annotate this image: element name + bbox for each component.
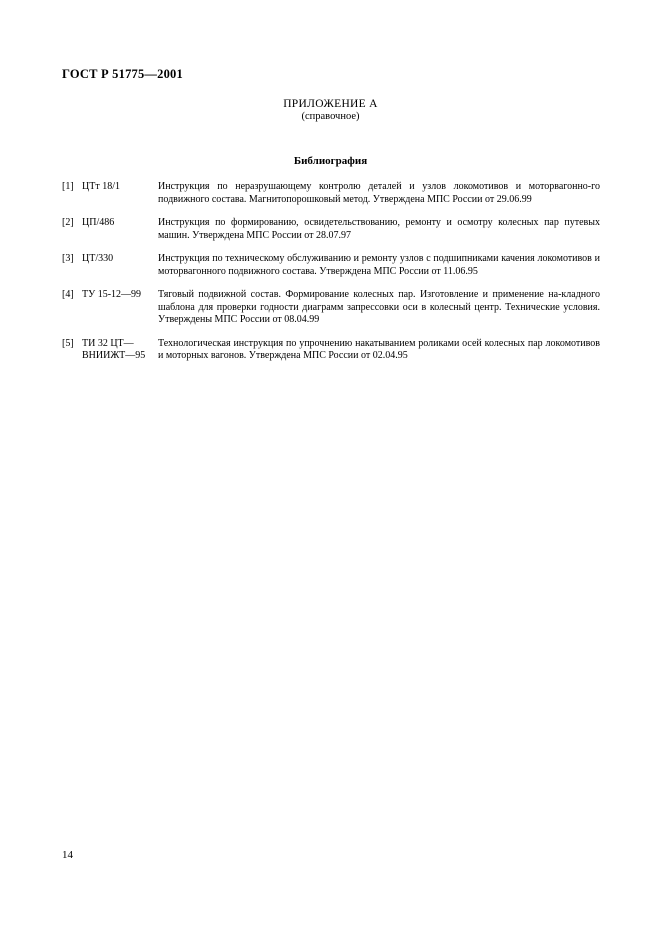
bibliography-entry (62, 217, 600, 242)
document-code: ГОСТ Р 51775—2001 (62, 67, 183, 81)
bibliography-entry (62, 181, 600, 206)
entry-number: [3] (62, 253, 74, 264)
entry-text: Инструкция по неразрушающему контролю деталей и узлов локомотивов и моторвагонно-го подвижного состава. Магнитопорошковый метод. Утверждена МПС России от 29.06.99 (158, 181, 600, 205)
bibliography-entry (62, 253, 600, 278)
page-number: 14 (62, 849, 73, 861)
entry-code: ЦТ/330 (82, 253, 114, 264)
appendix-subtitle: (справочное) (301, 111, 360, 122)
bibliography-entry (62, 338, 600, 363)
entry-text: Инструкция по техническому обслуживанию и ремонту узлов с подшипниками качения локомотивов и моторвагонного подвижного состава. Утверждена МПС России от 11.06.95 (158, 253, 600, 277)
entry-code: ЦТт 18/1 (82, 181, 120, 192)
appendix-title: ПРИЛОЖЕНИЕ А (283, 98, 378, 110)
bibliography-entry (62, 289, 600, 327)
entry-code: ТУ 15-12—99 (82, 289, 142, 300)
section-title: Библиография (293, 155, 368, 167)
entry-number: [1] (62, 181, 74, 192)
bibliography-list (62, 181, 600, 374)
entry-text: Технологическая инструкция по упрочнению накатыванием роликами осей колесных пар локомотивов и моторных вагонов. Утверждена МПС России от 02.04.95 (158, 337, 600, 361)
entry-text: Инструкция по формированию, освидетельствованию, ремонту и осмотру колесных пар путевых машин. Утверждена МПС России от 28.07.97 (158, 217, 600, 241)
entry-number: [5] (62, 337, 74, 349)
entry-number: [2] (62, 217, 74, 228)
entry-code: ЦП/486 (82, 217, 115, 228)
entry-code: ТИ 32 ЦТ— ВНИИЖТ—95 (82, 337, 146, 361)
entry-text: Тяговый подвижной состав. Формирование колесных пар. Изготовление и применение на-кладного шаблона для проверки годности диаграмм запрессовки оси в колесный центр. Технические условия. Утверждены МПС России от 08.04.99 (158, 289, 600, 325)
entry-number: [4] (62, 289, 74, 300)
